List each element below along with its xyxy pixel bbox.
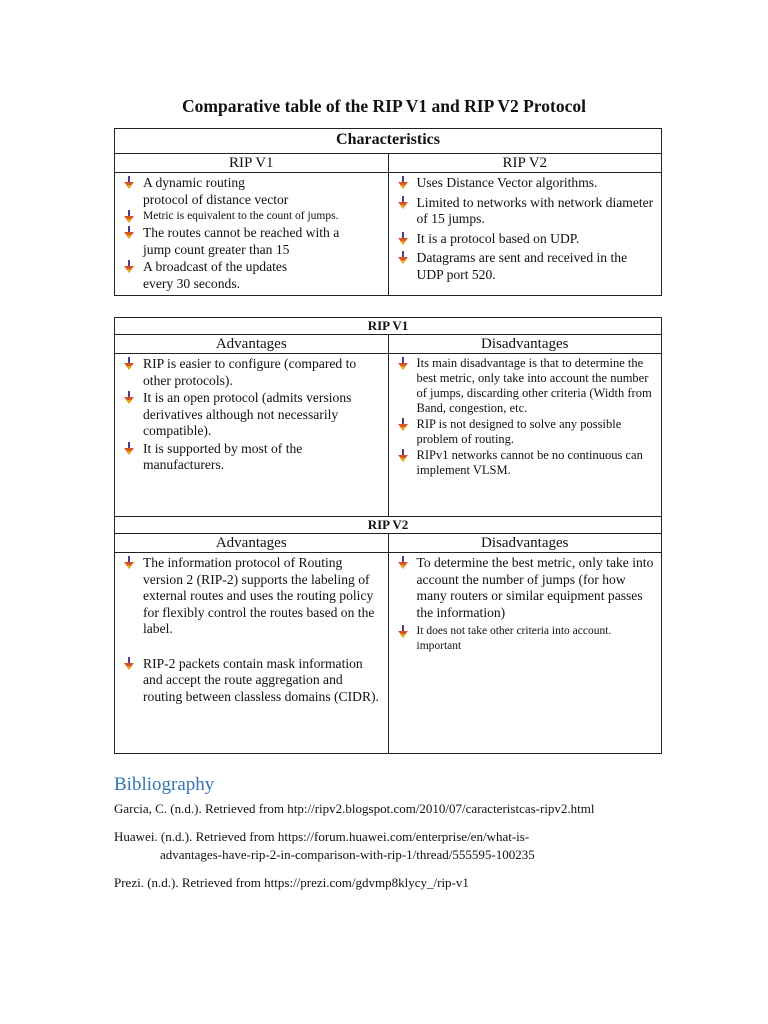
list-item: Uses Distance Vector algorithms.: [395, 175, 656, 192]
bullet-icon: [397, 232, 409, 246]
rip-v2-disadvantages-header: Disadvantages: [388, 534, 662, 553]
column-rip-v2: RIP V2: [388, 154, 662, 173]
rip-v1-advantages-header: Advantages: [115, 335, 389, 354]
rip-v1-disadvantages-cell: [388, 354, 662, 517]
bullet-icon: [123, 176, 135, 190]
list-item: Its main disadvantage is that to determine the best metric, only take into account the number of jumps, discarding other criteria (Width from Band, congestion, etc.: [395, 356, 656, 416]
rip-v2-characteristics-cell: [388, 173, 662, 296]
list-item: To determine the best metric, only take into account the number of jumps (for how many routers or similar equipment passes the information): [395, 555, 656, 621]
bullet-icon: [397, 196, 409, 210]
list-item: RIP is not designed to solve any possible problem of routing.: [395, 417, 656, 447]
list-item: The routes cannot be reached with a jump count greater than 15: [121, 225, 363, 258]
list-item: It is an open protocol (admits versions derivatives although not necessarily compatible).: [121, 390, 382, 440]
bibliography-entry: Garcia, C. (n.d.). Retrieved from htp://ripv2.blogspot.com/2010/07/caracteristcas-ripv2.html: [114, 801, 595, 816]
list-item: RIP-2 packets contain mask information and accept the route aggregation and routing between classless domains (CIDR).: [121, 656, 382, 706]
rip-v1-disadvantages-header: Disadvantages: [388, 335, 662, 354]
bullet-icon: [123, 391, 135, 405]
list-item: It does not take other criteria into account. important: [395, 624, 656, 654]
list-item: It is supported by most of the manufacturers.: [121, 441, 382, 474]
bibliography-entry-continuation: advantages-have-rip-2-in-comparison-with-rip-1/thread/555595-100235: [160, 847, 535, 862]
rip-v2-advantages-header: Advantages: [115, 534, 389, 553]
bullet-icon: [123, 226, 135, 240]
list-item: It is a protocol based on UDP.: [395, 231, 656, 248]
bullet-icon: [123, 556, 135, 570]
rip-v2-section-header: RIP V2: [115, 517, 662, 534]
bullet-icon: [397, 251, 409, 265]
rip-v2-advantages-cell: [115, 553, 389, 754]
bullet-icon: [123, 210, 135, 224]
characteristics-table: [114, 128, 662, 296]
bullet-icon: [123, 260, 135, 274]
rip-v1-advantages-cell: [115, 354, 389, 517]
bullet-icon: [397, 418, 409, 432]
list-item: Limited to networks with network diameter of 15 jumps.: [395, 195, 656, 228]
advantages-table: [114, 317, 662, 754]
bibliography-entry: Huawei. (n.d.). Retrieved from https://forum.huawei.com/enterprise/en/what-is-: [114, 829, 530, 844]
list-item: Metric is equivalent to the count of jumps.: [121, 209, 382, 224]
bullet-icon: [397, 449, 409, 463]
list-item: The information protocol of Routing version 2 (RIP-2) supports the labeling of external routes and uses the routing policy for flexibly control the routes based on the label.: [121, 555, 382, 638]
column-rip-v1: RIP V1: [115, 154, 389, 173]
bullet-icon: [397, 556, 409, 570]
list-item: A dynamic routing protocol of distance vector: [121, 175, 293, 208]
bullet-icon: [397, 176, 409, 190]
bibliography-heading: Bibliography: [114, 774, 215, 795]
bibliography-entry: Prezi. (n.d.). Retrieved from https://prezi.com/gdvmp8klycy_/rip-v1: [114, 875, 469, 890]
bullet-icon: [397, 357, 409, 371]
bullet-icon: [397, 625, 409, 639]
bullet-icon: [123, 357, 135, 371]
bullet-icon: [123, 657, 135, 671]
rip-v1-characteristics-cell: [115, 173, 389, 296]
list-item: RIPv1 networks cannot be no continuous can implement VLSM.: [395, 448, 656, 478]
rip-v1-section-header: RIP V1: [115, 318, 662, 335]
page-title: Comparative table of the RIP V1 and RIP V2 Protocol: [182, 96, 586, 116]
list-item: A broadcast of the updates every 30 seconds.: [121, 259, 303, 292]
list-item: Datagrams are sent and received in the UDP port 520.: [395, 250, 647, 283]
rip-v2-disadvantages-cell: [388, 553, 662, 754]
characteristics-header: Characteristics: [115, 129, 662, 154]
list-item: RIP is easier to configure (compared to other protocols).: [121, 356, 382, 389]
bullet-icon: [123, 442, 135, 456]
